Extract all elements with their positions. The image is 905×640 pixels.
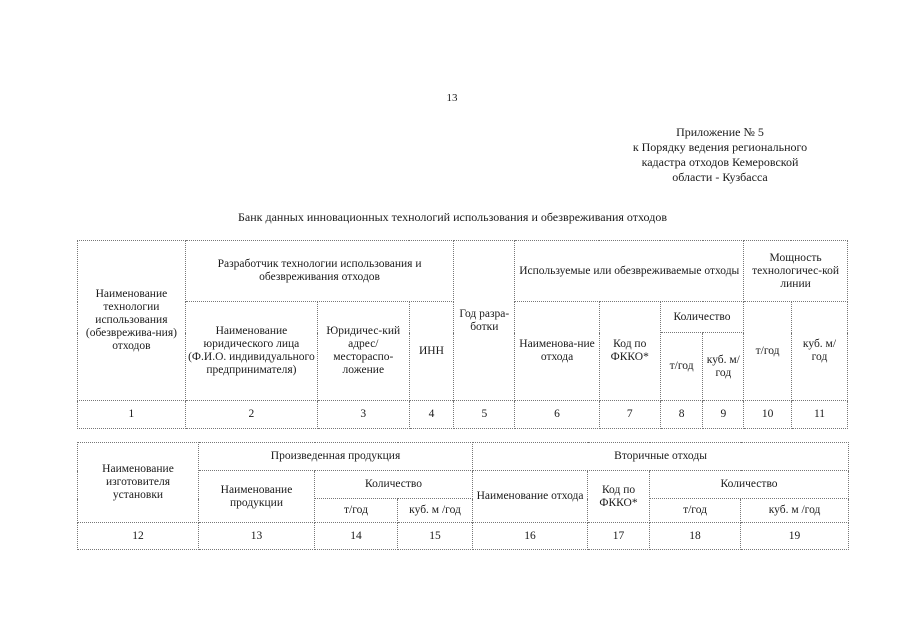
header-sec-cub-m-per-year: куб. м /год xyxy=(741,499,849,523)
page-number: 13 xyxy=(446,92,458,104)
header-sec-quantity: Количество xyxy=(650,471,849,499)
document-title: Банк данных инновационных технологий использования и обезвреживания отходов xyxy=(238,210,667,224)
header-developer-group: Разработчик технологии использования и обезвреживания отходов xyxy=(185,241,454,302)
header-waste-group: Используемые или обезвреживаемые отходы xyxy=(515,241,744,302)
header-manufacturer: Наименование изготовителя установки xyxy=(78,443,199,523)
column-number: 13 xyxy=(199,523,315,550)
column-number: 17 xyxy=(588,523,650,550)
column-number: 14 xyxy=(315,523,398,550)
header-product-name: Наименование продукции xyxy=(199,471,315,523)
header-waste-name: Наименова-ние отхода xyxy=(515,302,599,401)
header-year: Год разра-ботки xyxy=(454,241,515,401)
header-quantity: Количество xyxy=(660,302,743,333)
column-number: 7 xyxy=(599,401,660,429)
header-cub-m-per-year: куб. м/ год xyxy=(703,333,744,401)
header-quantity: Количество xyxy=(315,471,473,499)
header-t-per-year: т/год xyxy=(660,333,703,401)
column-number: 5 xyxy=(454,401,515,429)
header-cub-m-per-year: куб. м /год xyxy=(398,499,473,523)
header-waste-name: Наименование отхода xyxy=(473,471,588,523)
header-cap-cub-m-per-year: куб. м/ год xyxy=(791,302,847,401)
appendix-line: Приложение № 5 xyxy=(676,125,764,139)
header-t-per-year: т/год xyxy=(315,499,398,523)
appendix-line: области - Кузбасса xyxy=(672,170,768,184)
column-number: 10 xyxy=(744,401,792,429)
products-table xyxy=(77,442,849,550)
header-capacity-group: Мощность технологичес-кой линии xyxy=(744,241,848,302)
column-number: 4 xyxy=(409,401,454,429)
column-number: 1 xyxy=(78,401,186,429)
column-number: 3 xyxy=(318,401,410,429)
column-number: 9 xyxy=(703,401,744,429)
column-number: 8 xyxy=(660,401,703,429)
header-inn: ИНН xyxy=(409,302,454,401)
technologies-table xyxy=(77,240,848,429)
header-cap-t-per-year: т/год xyxy=(744,302,792,401)
column-number: 19 xyxy=(741,523,849,550)
header-legal-address: Юридичес-кий адрес/ местораспо-ложение xyxy=(318,302,410,401)
header-legal-entity-name: Наименование юридического лица (Ф.И.О. индивидуального предпринимателя) xyxy=(185,302,317,401)
column-number: 6 xyxy=(515,401,599,429)
column-number: 16 xyxy=(473,523,588,550)
appendix-header xyxy=(590,125,850,185)
appendix-line: кадастра отходов Кемеровской xyxy=(641,155,799,169)
appendix-line: к Порядку ведения регионального xyxy=(632,140,808,154)
column-number: 11 xyxy=(791,401,847,429)
column-number: 15 xyxy=(398,523,473,550)
column-number: 18 xyxy=(650,523,741,550)
column-number: 2 xyxy=(185,401,317,429)
header-sec-t-per-year: т/год xyxy=(650,499,741,523)
header-tech-name: Наименование технологии использования (обезврежива-ния) отходов xyxy=(78,241,186,401)
column-number: 12 xyxy=(78,523,199,550)
header-products-group: Произведенная продукция xyxy=(199,443,473,471)
header-fkko-code: Код по ФККО* xyxy=(588,471,650,523)
header-fkko-code: Код по ФККО* xyxy=(599,302,660,401)
header-secondary-group: Вторичные отходы xyxy=(473,443,849,471)
